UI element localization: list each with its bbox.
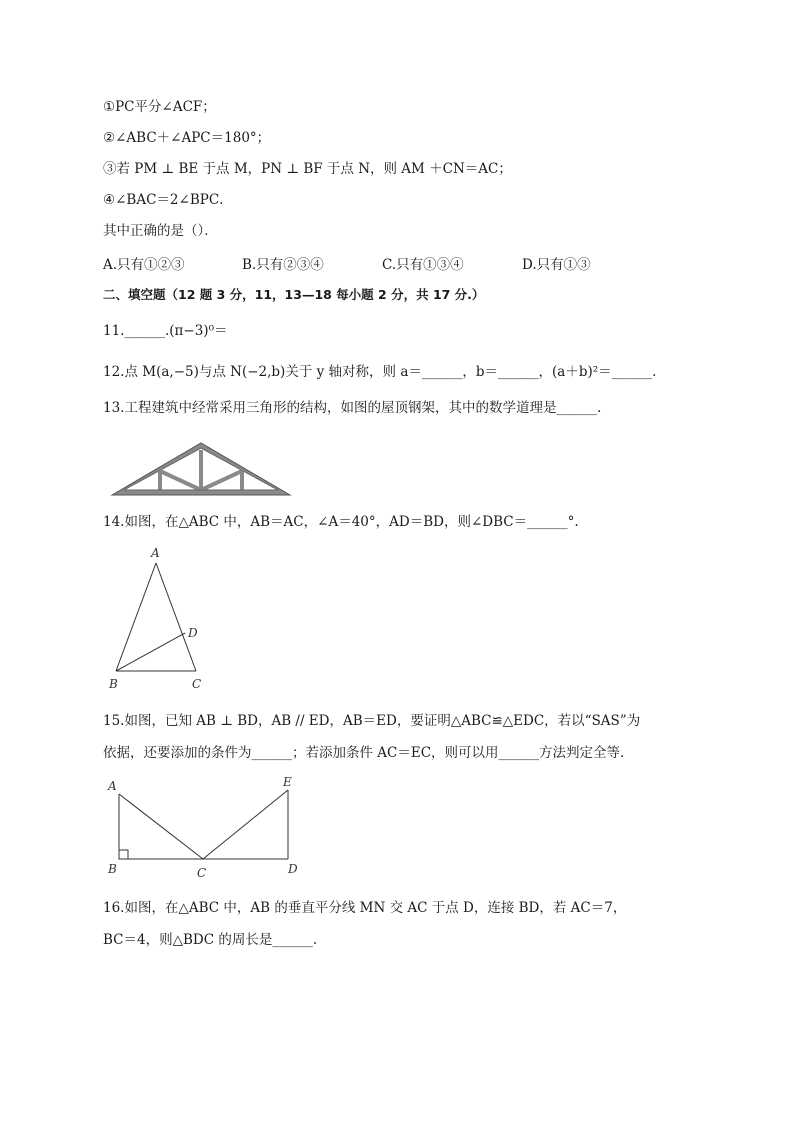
question-16-line-2: BC＝4，则△BDC 的周长是______. bbox=[103, 932, 318, 948]
question-12: 12.点 M(a,−5)与点 N(−2,b)关于 y 轴对称，则 a＝______，b＝______，(a＋b)²＝______. bbox=[103, 364, 657, 380]
label-b: B bbox=[108, 862, 117, 876]
label-a: A bbox=[151, 546, 160, 560]
statement-4: ④∠BAC＝2∠BPC． bbox=[103, 192, 233, 208]
section-title: 二、填空题（12 题 3 分，11，13—18 每小题 2 分，共 17 分.） bbox=[103, 287, 485, 302]
choice-c: C.只有①③④ bbox=[382, 257, 464, 273]
choice-d: D.只有①③ bbox=[522, 257, 591, 273]
roof-truss-figure bbox=[110, 440, 292, 498]
statement-2: ②∠ABC＋∠APC＝180°； bbox=[103, 130, 271, 146]
label-c: C bbox=[192, 677, 202, 691]
label-d: D bbox=[288, 862, 298, 876]
label-d: D bbox=[188, 626, 198, 640]
statement-3: ③若 PM ⊥ BE 于点 M，PN ⊥ BF 于点 N，则 AM ＋CN＝AC； bbox=[103, 161, 512, 177]
label-b: B bbox=[109, 677, 118, 691]
label-c: C bbox=[197, 866, 207, 880]
label-e: E bbox=[283, 775, 292, 789]
statement-1: ①PC平分∠ACF； bbox=[103, 99, 216, 115]
question-15-line-2: 依据，还要添加的条件为______；若添加条件 AC＝EC，则可以用______方法判定全等. bbox=[103, 745, 625, 761]
question-prompt: 其中正确的是（）． bbox=[103, 223, 218, 239]
question-15-line-1: 15.如图，已知 AB ⊥ BD，AB // ED，AB＝ED，要证明△ABC≌△EDC，若以“SAS”为 bbox=[103, 713, 641, 729]
choice-a: A.只有①②③ bbox=[103, 257, 185, 273]
question-11: 11.______.(π−3)⁰＝ bbox=[103, 323, 228, 339]
choice-b: B.只有②③④ bbox=[242, 257, 324, 273]
question-16-line-1: 16.如图，在△ABC 中，AB 的垂直平分线 MN 交 AC 于点 D，连接 BD，若 AC＝7， bbox=[103, 900, 627, 916]
question-14: 14.如图，在△ABC 中，AB＝AC，∠A＝40°，AD＝BD，则∠DBC＝______°. bbox=[103, 514, 579, 530]
triangle-abc-figure bbox=[100, 543, 220, 693]
congruent-triangles-figure bbox=[100, 773, 310, 883]
question-13: 13.工程建筑中经常采用三角形的结构，如图的屋顶钢架，其中的数学道理是______. bbox=[103, 400, 602, 416]
label-a: A bbox=[108, 779, 117, 793]
